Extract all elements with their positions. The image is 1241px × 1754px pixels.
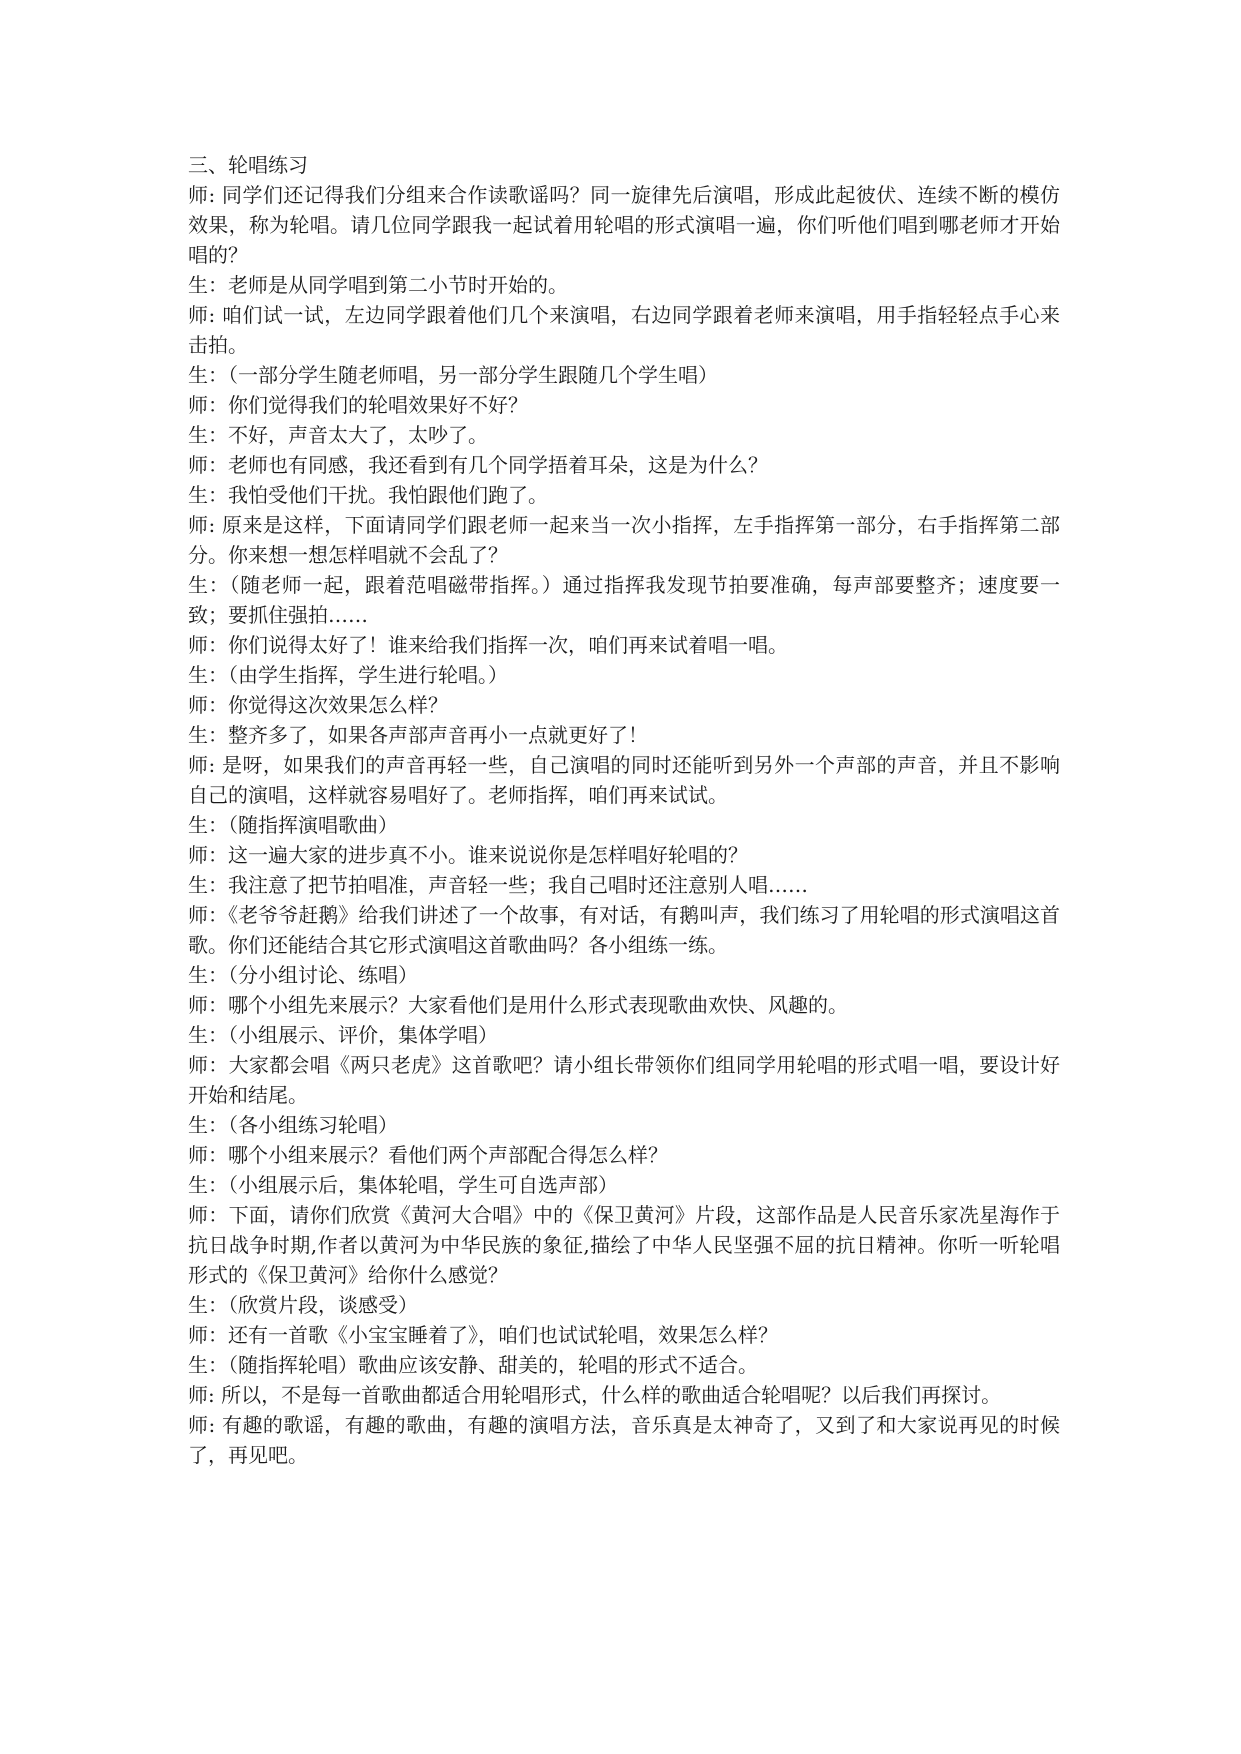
dialogue-line-1: 师: 同学们还记得我们分组来合作读歌谣吗？同一旋律先后演唱，形成此起彼伏、连续不断的模仿效果，称为轮唱。请几位同学跟我一起试着用轮唱的形式演唱一遍，你们听他们唱到哪老师才开始唱的？ [188, 183, 1060, 267]
dialogue-line-7: 师：老师也有同感，我还看到有几个同学捂着耳朵，这是为什么？ [188, 453, 768, 477]
dialogue-line-11: 师：你们说得太好了！谁来给我们指挥一次，咱们再来试着唱一唱。 [188, 633, 788, 657]
dialogue-line-28: 生：（欣赏片段，谈感受） [188, 1293, 418, 1317]
dialogue-line-15: 师: 是呀，如果我们的声音再轻一些，自己演唱的同时还能听到另外一个声部的声音，并且不影响自己的演唱，这样就容易唱好了。老师指挥，咱们再来试试。 [188, 753, 1060, 807]
section-heading: 三、轮唱练习 [188, 153, 308, 177]
dialogue-line-10: 生：（随老师一起，跟着范唱磁带指挥。）通过指挥我发现节拍要准确，每声部要整齐；速度要一致；要抓住强拍…… [188, 573, 1060, 627]
dialogue-line-26: 生：（小组展示后，集体轮唱，学生可自选声部） [188, 1173, 618, 1197]
document-page [188, 150, 1060, 1470]
dialogue-line-3: 师: 咱们试一试，左边同学跟着他们几个来演唱，右边同学跟着老师来演唱，用手指轻轻点手心来击拍。 [188, 303, 1060, 357]
dialogue-line-30: 生：（随指挥轮唱）歌曲应该安静、甜美的，轮唱的形式不适合。 [188, 1353, 758, 1377]
dialogue-line-9: 师: 原来是这样，下面请同学们跟老师一起来当一次小指挥，左手指挥第一部分，右手指挥第二部分。你来想一想怎样唱就不会乱了？ [188, 513, 1060, 567]
dialogue-line-5: 师：你们觉得我们的轮唱效果好不好？ [188, 393, 528, 417]
dialogue-line-6: 生：不好，声音太大了，太吵了。 [188, 423, 488, 447]
dialogue-line-22: 生：（小组展示、评价，集体学唱） [188, 1023, 498, 1047]
dialogue-line-14: 生：整齐多了，如果各声部声音再小一点就更好了！ [188, 723, 648, 747]
dialogue-line-24: 生：（各小组练习轮唱） [188, 1113, 398, 1137]
dialogue-line-2: 生：老师是从同学唱到第二小节时开始的。 [188, 273, 568, 297]
dialogue-line-4: 生：（一部分学生随老师唱，另一部分学生跟随几个学生唱） [188, 363, 718, 387]
dialogue-line-13: 师：你觉得这次效果怎么样？ [188, 693, 448, 717]
dialogue-line-29: 师：还有一首歌《小宝宝睡着了》，咱们也试试轮唱，效果怎么样？ [188, 1323, 778, 1347]
dialogue-line-17: 师：这一遍大家的进步真不小。谁来说说你是怎样唱好轮唱的？ [188, 843, 748, 867]
dialogue-line-23: 师：大家都会唱《两只老虎》这首歌吧？请小组长带领你们组同学用轮唱的形式唱一唱，要设计好开始和结尾。 [188, 1053, 1060, 1107]
dialogue-line-16: 生：（随指挥演唱歌曲） [188, 813, 398, 837]
dialogue-line-18: 生：我注意了把节拍唱准，声音轻一些；我自己唱时还注意别人唱…… [188, 873, 808, 897]
dialogue-line-20: 生：（分小组讨论、练唱） [188, 963, 418, 987]
dialogue-line-32: 师: 有趣的歌谣，有趣的歌曲，有趣的演唱方法，音乐真是太神奇了，又到了和大家说再见的时候了，再见吧。 [188, 1413, 1060, 1467]
dialogue-line-31: 师: 所以，不是每一首歌曲都适合用轮唱形式，什么样的歌曲适合轮唱呢？以后我们再探讨。 [188, 1383, 1002, 1407]
dialogue-line-12: 生：（由学生指挥，学生进行轮唱。） [188, 663, 508, 687]
dialogue-line-25: 师：哪个小组来展示？看他们两个声部配合得怎么样？ [188, 1143, 668, 1167]
dialogue-line-27: 师：下面，请你们欣赏《黄河大合唱》中的《保卫黄河》片段，这部作品是人民音乐家冼星海作于抗日战争时期,作者以黄河为中华民族的象征,描绘了中华人民坚强不屈的抗日精神。你听一听轮唱形式的《保卫黄河》给你什么感觉？ [188, 1203, 1060, 1287]
dialogue-line-21: 师：哪个小组先来展示？大家看他们是用什么形式表现歌曲欢快、风趣的。 [188, 993, 848, 1017]
dialogue-line-8: 生：我怕受他们干扰。我怕跟他们跑了。 [188, 483, 548, 507]
dialogue-line-19: 师：《老爷爷赶鹅》给我们讲述了一个故事，有对话，有鹅叫声，我们练习了用轮唱的形式演唱这首歌。你们还能结合其它形式演唱这首歌曲吗？各小组练一练。 [188, 903, 1060, 957]
